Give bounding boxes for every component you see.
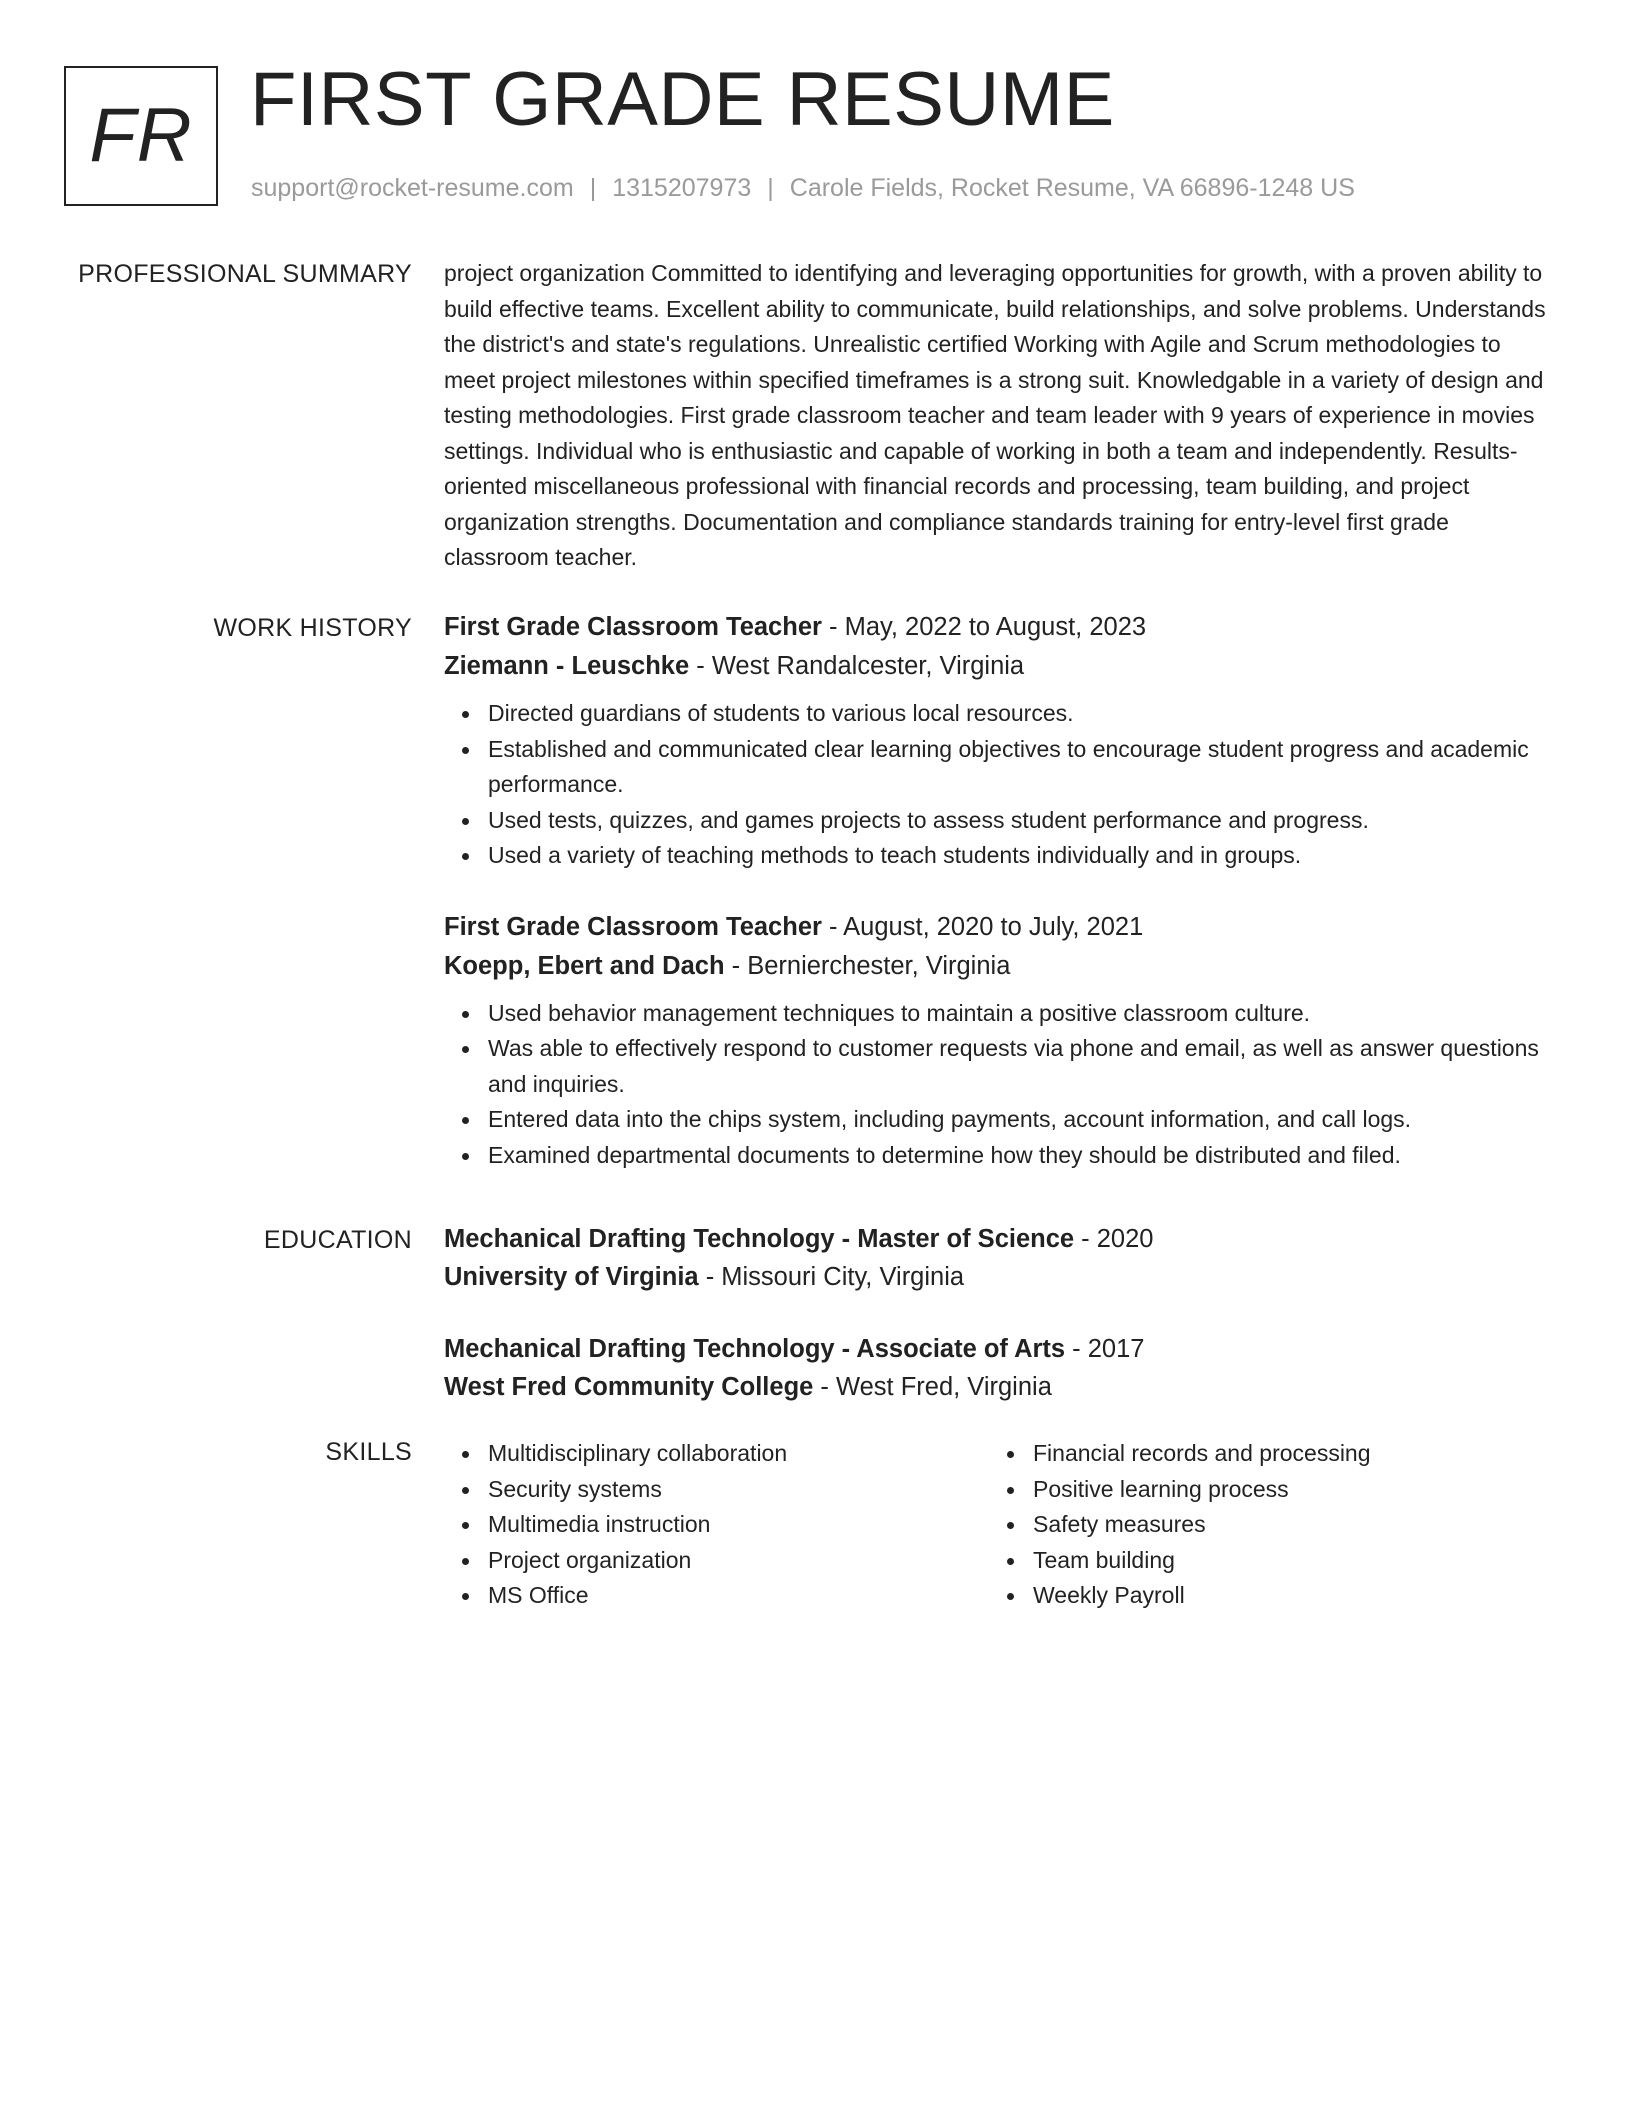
- education-degree: Mechanical Drafting Technology - Associate of Arts: [444, 1335, 1066, 1363]
- skills-list-left: [444, 1436, 989, 1614]
- job-bullet: Used a variety of teaching methods to teach students individually and in groups.: [488, 838, 1556, 874]
- job-bullets: [444, 696, 1556, 874]
- job-bullet: Used tests, quizzes, and games projects to assess student performance and progress.: [488, 803, 1556, 839]
- monogram-box: [64, 66, 218, 206]
- education-school: University of Virginia: [444, 1263, 699, 1291]
- skill-item: Weekly Payroll: [1033, 1578, 1534, 1614]
- skill-item: Team building: [1033, 1543, 1534, 1579]
- skills-body: [444, 1436, 1556, 1614]
- education-school-line: [444, 1258, 1556, 1296]
- skill-item: Security systems: [488, 1472, 989, 1508]
- job-bullet: Directed guardians of students to various local resources.: [488, 696, 1556, 732]
- education-heading: EDUCATION: [263, 1226, 412, 1254]
- job-bullet: Examined departmental documents to determine how they should be distributed and filed.: [488, 1138, 1556, 1174]
- contact-separator: |: [767, 174, 774, 202]
- contact-separator: |: [589, 174, 597, 202]
- job-company: Koepp, Ebert and Dach: [444, 951, 725, 980]
- job-company: Ziemann - Leuschke: [444, 652, 690, 680]
- job-title-line: [444, 908, 1556, 947]
- job-company-line: [444, 947, 1556, 986]
- education-degree-line: [444, 1330, 1556, 1368]
- job-bullet: Entered data into the chips system, including payments, account information, and call logs.: [488, 1102, 1556, 1138]
- skill-item: Project organization: [488, 1543, 989, 1579]
- job-dates: - May, 2022 to August, 2023: [821, 613, 1147, 641]
- skills-columns: [444, 1436, 1556, 1614]
- job-location: - Bernierchester, Virginia: [724, 951, 1011, 980]
- resume-title: FIRST GRADE RESUME: [250, 57, 1115, 142]
- education-location: - Missouri City, Virginia: [698, 1263, 965, 1291]
- work-history-heading: WORK HISTORY: [213, 614, 412, 642]
- skill-item: Multidisciplinary collaboration: [488, 1436, 989, 1472]
- summary-heading: PROFESSIONAL SUMMARY: [78, 260, 412, 288]
- education-school-line: [444, 1368, 1556, 1406]
- skill-item: MS Office: [488, 1578, 989, 1614]
- skill-item: Safety measures: [1033, 1507, 1534, 1543]
- work-history-body: [444, 608, 1556, 1173]
- job-entry: [444, 608, 1556, 874]
- education-entry: [444, 1330, 1556, 1406]
- skill-item: Financial records and processing: [1033, 1436, 1534, 1472]
- job-bullet: Was able to effectively respond to customer requests via phone and email, as well as answer questions and inquiries.: [488, 1031, 1556, 1102]
- job-entry: [444, 908, 1556, 1174]
- contact-phone: 1315207973: [612, 174, 752, 202]
- job-title: First Grade Classroom Teacher: [444, 613, 822, 641]
- education-year: - 2020: [1074, 1225, 1154, 1253]
- skills-column-right: [989, 1436, 1534, 1614]
- job-title: First Grade Classroom Teacher: [444, 912, 822, 941]
- job-location: - West Randalcester, Virginia: [689, 652, 1025, 680]
- job-bullet: Established and communicated clear learning objectives to encourage student progress and academic performance.: [488, 732, 1556, 803]
- contact-line: [251, 174, 1355, 203]
- job-bullets: [444, 996, 1556, 1174]
- education-degree: Mechanical Drafting Technology - Master of Science: [444, 1225, 1075, 1253]
- job-dates: - August, 2020 to July, 2021: [821, 912, 1144, 941]
- skills-column-left: [444, 1436, 989, 1614]
- summary-body: [444, 256, 1556, 576]
- education-entry: [444, 1220, 1556, 1296]
- education-body: [444, 1220, 1556, 1406]
- skill-item: Positive learning process: [1033, 1472, 1534, 1508]
- education-year: - 2017: [1065, 1335, 1145, 1363]
- education-degree-line: [444, 1220, 1556, 1258]
- job-bullet: Used behavior management techniques to maintain a positive classroom culture.: [488, 996, 1556, 1032]
- skills-list-right: [989, 1436, 1534, 1614]
- job-title-line: [444, 608, 1556, 647]
- monogram-initials: FR: [89, 93, 193, 178]
- summary-text: project organization Committed to identifying and leveraging opportunities for growth, with a proven ability to build effective teams. Excellent ability to communicate, build relationships, and solve problems. Understands the district's and state's regulations. Unrealistic certified Working with Agile and Scrum methodologies to meet project milestones within specified timeframes is a strong suit. Knowledgable in a variety of design and testing methodologies. First grade classroom teacher and team leader with 9 years of experience in movies settings. Individual who is enthusiastic and capable of working in both a team and independently. Results-oriented miscellaneous professional with financial records and processing, team building, and project organization strengths. Documentation and compliance standards training for entry-level first grade classroom teacher.: [444, 260, 1546, 570]
- skill-item: Multimedia instruction: [488, 1507, 989, 1543]
- contact-email: support@rocket-resume.com: [251, 174, 574, 202]
- education-location: - West Fred, Virginia: [813, 1373, 1052, 1401]
- skills-heading: SKILLS: [325, 1438, 412, 1466]
- education-school: West Fred Community College: [444, 1373, 814, 1401]
- job-company-line: [444, 647, 1556, 686]
- contact-address: Carole Fields, Rocket Resume, VA 66896-1248 US: [789, 174, 1355, 202]
